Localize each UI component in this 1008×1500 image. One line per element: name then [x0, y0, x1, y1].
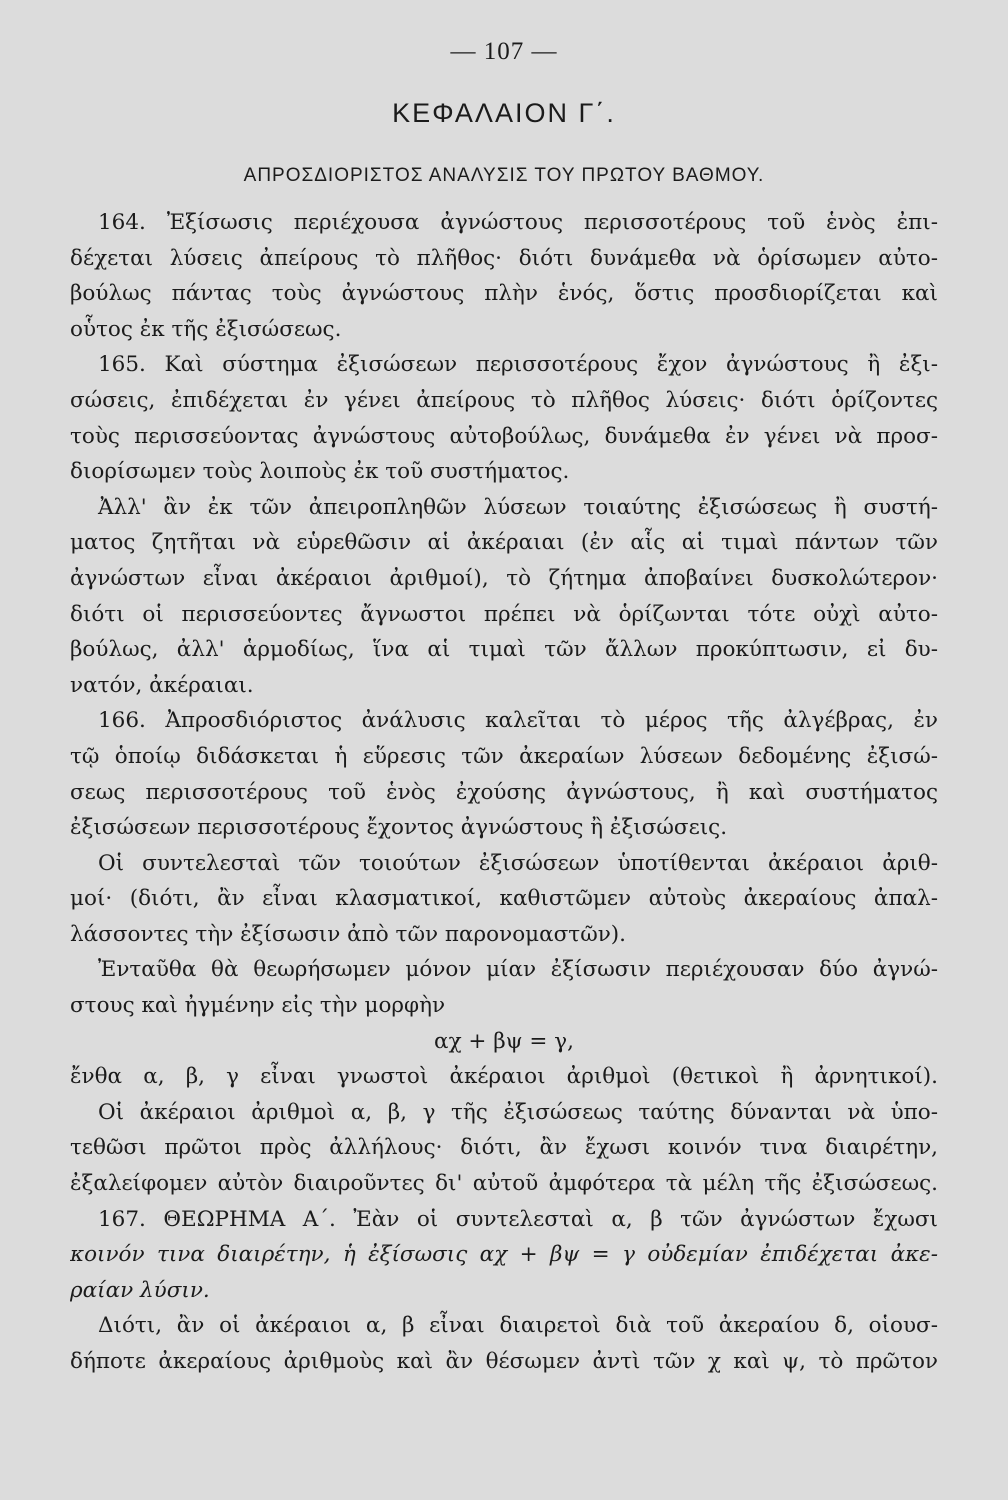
- text-line: 165. Καὶ σύστημα ἐξισώσεων περισσοτέρους ἔχον ἀγνώστους ἢ ἐξι-: [98, 352, 938, 378]
- text-line: διότι οἱ περισσεύοντες ἄγνωστοι πρέπει νὰ ὁρίζωνται τότε οὐχὶ αὐτο-: [70, 601, 938, 627]
- text-line: βούλως πάντας τοὺς ἀγνώστους πλὴν ἑνός, ὅστις προσδιορίζεται καὶ: [70, 281, 938, 307]
- text-line: νατόν, ἀκέραιαι.: [70, 672, 254, 698]
- text-line: ἐξισώσεων περισσοτέρους ἔχοντος ἀγνώστους ἢ ἐξισώσεις.: [70, 815, 728, 841]
- theorem-line: κοινόν τινα διαιρέτην, ἡ ἐξίσωσις αχ + βψ = γ οὐδεμίαν ἐπιδέχεται ἀκε-: [70, 1242, 938, 1268]
- text-line: Οἱ ἀκέραιοι ἀριθμοὶ α, β, γ τῆς ἐξισώσεως ταύτης δύνανται νὰ ὑπο-: [98, 1099, 938, 1125]
- chapter-title: ΚΕΦΑΛΑΙΟΝ Γ΄.: [392, 98, 616, 128]
- section-title: ΑΠΡΟΣΔΙΟΡΙΣΤΟΣ ΑΝΑΛΥΣΙΣ ΤΟΥ ΠΡΩΤΟΥ ΒΑΘΜΟΥ.: [243, 165, 765, 186]
- theorem-line: ραίαν λύσιν.: [70, 1277, 210, 1303]
- text-line: Διότι, ἂν οἱ ἀκέραιοι α, β εἶναι διαιρετοὶ διὰ τοῦ ἀκεραίου δ, οἱουσ-: [98, 1313, 938, 1339]
- text-line: 164. Ἐξίσωσις περιέχουσα ἀγνώστους περισσοτέρους τοῦ ἑνὸς ἐπι-: [98, 210, 938, 235]
- text-line: τεθῶσι πρῶτοι πρὸς ἀλλήλους· διότι, ἂν ἔχωσι κοινόν τινα διαιρέτην,: [70, 1135, 938, 1161]
- page-number: — 107 —: [450, 38, 558, 65]
- text-line: σώσεις, ἐπιδέχεται ἐν γένει ἀπείρους τὸ πλῆθος λύσεις· διότι ὁρίζοντες: [70, 387, 938, 413]
- text-line: ἀγνώστων εἶναι ἀκέραιοι ἀριθμοί), τὸ ζήτημα ἀποβαίνει δυσκολώτερον·: [70, 565, 938, 591]
- text-line: στους καὶ ἠγμένην εἰς τὴν μορφὴν: [70, 993, 446, 1019]
- text-line: μοί· (διότι, ἂν εἶναι κλασματικοί, καθιστῶμεν αὐτοὺς ἀκεραίους ἀπαλ-: [70, 886, 938, 912]
- equation: αχ + βψ = γ,: [434, 1028, 574, 1054]
- text-line: διορίσωμεν τοὺς λοιποὺς ἐκ τοῦ συστήματος.: [70, 459, 570, 485]
- text-line: λάσσοντες τὴν ἐξίσωσιν ἀπὸ τῶν παρονομαστῶν).: [70, 921, 627, 947]
- theorem-line: 167. ΘΕΩΡΗΜΑ Α΄. Ἐὰν οἱ συντελεσταὶ α, β τῶν ἀγνώστων ἔχωσι: [98, 1206, 938, 1232]
- text-line: ἐξαλείφομεν αὐτὸν διαιροῦντες δι' αὐτοῦ ἀμφότερα τὰ μέλη τῆς ἐξισώσεως.: [70, 1171, 938, 1197]
- text-line: ματος ζητῆται νὰ εὑρεθῶσιν αἱ ἀκέραιαι (ἐν αἷς αἱ τιμαὶ πάντων τῶν: [70, 530, 938, 556]
- text-line: σεως περισσοτέρους τοῦ ἑνὸς ἐχούσης ἀγνώστους, ἢ καὶ συστήματος: [70, 779, 938, 805]
- text-line: τῷ ὁποίῳ διδάσκεται ἡ εὕρεσις τῶν ἀκεραίων λύσεων δεδομένης ἐξισώ-: [70, 743, 938, 769]
- body-text: [70, 205, 938, 1380]
- text-line: 166. Ἀπροσδιόριστος ἀνάλυσις καλεῖται τὸ μέρος τῆς ἀλγέβρας, ἐν: [98, 708, 938, 734]
- text-line: βούλως, ἀλλ' ἁρμοδίως, ἵνα αἱ τιμαὶ τῶν ἄλλων προκύπτωσιν, εἰ δυ-: [70, 637, 938, 663]
- text-line: Ἀλλ' ἂν ἐκ τῶν ἀπειροπληθῶν λύσεων τοιαύτης ἐξισώσεως ἢ συστή-: [98, 494, 938, 520]
- text-line: δέχεται λύσεις ἀπείρους τὸ πλῆθος· διότι δυνάμεθα νὰ ὁρίσωμεν αὐτο-: [70, 245, 938, 271]
- text-line: οὗτος ἐκ τῆς ἐξισώσεως.: [70, 316, 342, 342]
- text-line: τοὺς περισσεύοντας ἀγνώστους αὐτοβούλως, δυνάμεθα ἐν γένει νὰ προσ-: [70, 423, 938, 449]
- text-line: Ἐνταῦθα θὰ θεωρήσωμεν μόνον μίαν ἐξίσωσιν περιέχουσαν δύο ἀγνώ-: [98, 957, 938, 983]
- text-line: Οἱ συντελεσταὶ τῶν τοιούτων ἐξισώσεων ὑποτίθενται ἀκέραιοι ἀριθ-: [98, 850, 938, 876]
- text-line: δήποτε ἀκεραίους ἀριθμοὺς καὶ ἂν θέσωμεν ἀντὶ τῶν χ καὶ ψ, τὸ πρῶτον: [70, 1349, 938, 1374]
- text-line: ἔνθα α, β, γ εἶναι γνωστοὶ ἀκέραιοι ἀριθμοὶ (θετικοὶ ἢ ἀρνητικοί).: [70, 1064, 938, 1090]
